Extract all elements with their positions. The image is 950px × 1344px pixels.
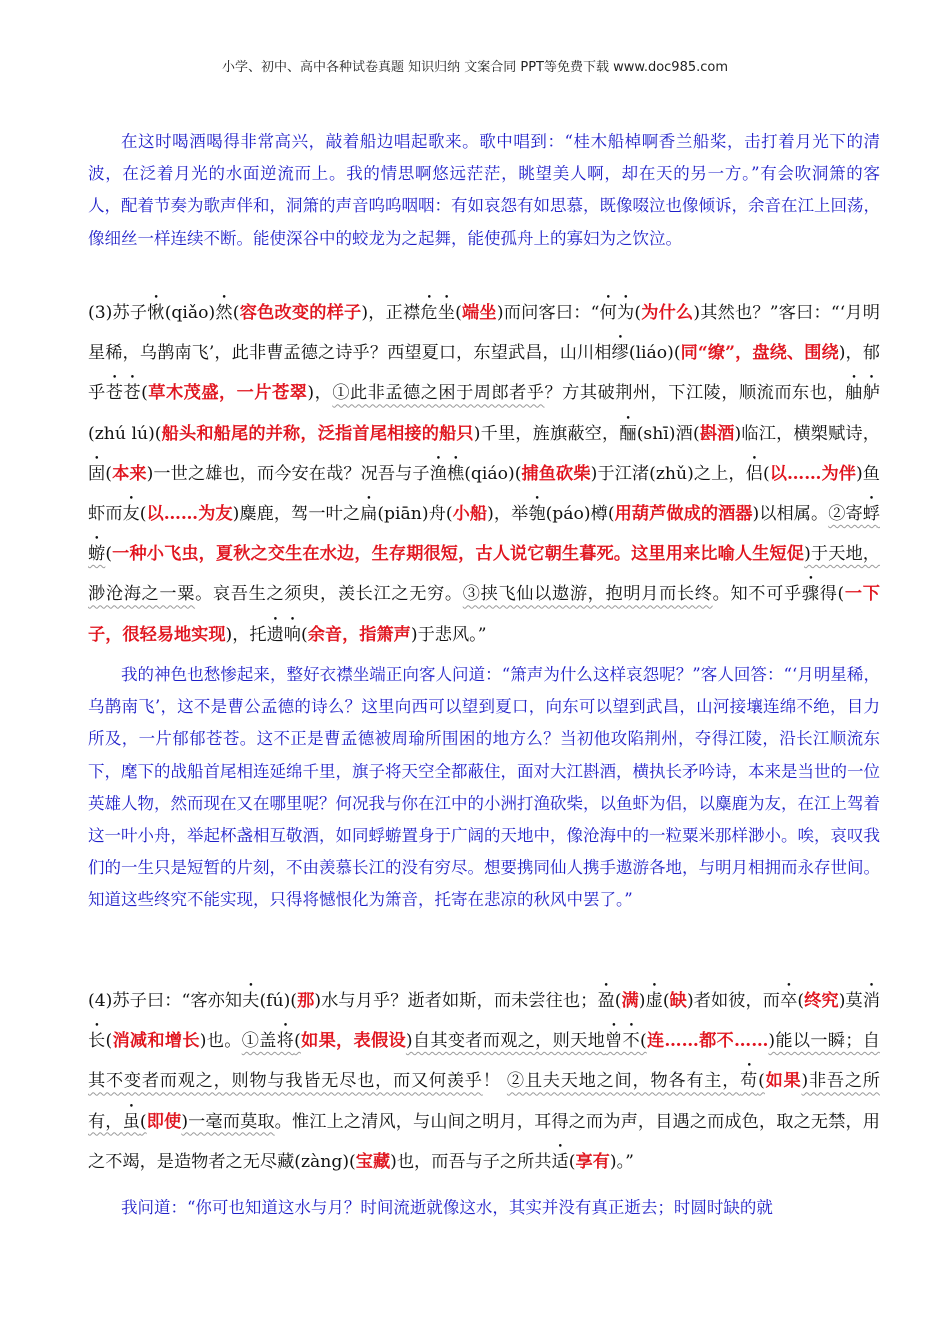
text-run: ( bbox=[294, 1031, 301, 1052]
text-run: )水与月乎？逝者如斯，而未尝往也； bbox=[314, 991, 598, 1011]
text-run: )千里，旌旗蔽空， bbox=[473, 423, 620, 444]
annotation-note: 那 bbox=[297, 991, 315, 1011]
text-run: (qiáo)( bbox=[464, 463, 522, 484]
emphasized-word: 曾不 bbox=[605, 1031, 640, 1052]
annotation-note: 斟酒 bbox=[699, 423, 735, 444]
emphasized-word: 固 bbox=[88, 463, 106, 484]
key-sentence: )于天地，渺沧海之一粟 bbox=[88, 544, 880, 605]
text-run: (piān)舟( bbox=[377, 504, 453, 525]
annotation-note: 消减和增长 bbox=[112, 1031, 200, 1052]
annotation-note: 满 bbox=[621, 991, 639, 1011]
page-header: 小学、初中、高中各种试卷真题 知识归纳 文案合同 PPT等免费下载 www.doc985.com bbox=[221, 60, 729, 75]
text-run: 。哀吾生之须臾，羡长江之无穷。 bbox=[195, 584, 463, 605]
text-run: (shī)酒( bbox=[636, 423, 700, 444]
text-run: ( bbox=[568, 1151, 576, 1172]
annotation-note: 一下子，很轻易地实现 bbox=[88, 584, 880, 645]
emphasized-word: 卒 bbox=[780, 991, 798, 1011]
text-run: (páo)樽( bbox=[545, 504, 615, 525]
text-run: ( bbox=[758, 1071, 765, 1092]
text-run: ( bbox=[662, 991, 670, 1011]
emphasized-word: 渔樵 bbox=[429, 463, 465, 484]
text-run: )于悲风。” bbox=[410, 624, 487, 645]
text-run: )鱼虾而 bbox=[88, 463, 880, 525]
key-sentence: )能以一瞬；自其不变者而观之，则物与我皆无尽也，而又何羡乎 bbox=[88, 1031, 880, 1092]
text-run: )，正襟 bbox=[361, 303, 421, 323]
text-run: ！ bbox=[482, 1071, 507, 1092]
text-run: ( bbox=[634, 303, 642, 323]
text-run: 。惟江上之清风，与山间之明月，耳得之而为声，目遇之而成色，取之无禁，用之不竭，是造物者之无尽藏(zàng)( bbox=[88, 1111, 880, 1172]
text-run: )麋鹿，驾一叶之 bbox=[232, 504, 361, 525]
emphasized-word: 夫 bbox=[242, 991, 260, 1011]
emphasized-word: 虚 bbox=[645, 991, 663, 1011]
annotation-note: 一种小飞虫，夏秋之交生在水边，生存期很短，古人说它朝生暮死。这里用来比喻人生短促 bbox=[112, 544, 805, 565]
annotation-note: 用葫芦做成的酒器 bbox=[614, 504, 753, 525]
annotation-note: 连……都不…… bbox=[646, 1031, 769, 1052]
annotation-note: 捕鱼砍柴 bbox=[521, 463, 591, 484]
text-run: )。” bbox=[609, 1151, 634, 1172]
text-run: )莫 bbox=[838, 991, 863, 1011]
text-run: ( bbox=[105, 463, 112, 484]
key-sentence: ①此非孟德之困于周郎者乎 bbox=[332, 383, 545, 404]
text-run: ( bbox=[141, 383, 148, 404]
original-paragraph-4 bbox=[88, 981, 880, 1182]
emphasized-word: 舳舻 bbox=[845, 383, 880, 404]
text-run: ( bbox=[301, 624, 308, 645]
annotation-note: 为什么 bbox=[641, 303, 694, 323]
emphasized-word: 适 bbox=[551, 1151, 569, 1172]
text-run: )其然也？”客曰：“‘月明星稀，乌鹊南飞’，此非曹孟德之诗乎？西望夏口，东望武昌，山川相 bbox=[88, 303, 880, 364]
text-run: )，郁乎 bbox=[88, 343, 880, 404]
annotation-note: 同“缭”，盘绕、围绕 bbox=[680, 343, 839, 364]
text-run: )，举 bbox=[487, 504, 529, 525]
annotation-note: 如果 bbox=[764, 1071, 802, 1092]
text-run: ？方其破荆州，下江陵，顺流而东也， bbox=[544, 383, 846, 404]
annotation-note: 余音，指箫声 bbox=[307, 624, 411, 645]
annotation-note: 宝藏 bbox=[355, 1151, 391, 1172]
text-run: (qiǎo) bbox=[164, 303, 216, 323]
text-run: ( bbox=[797, 991, 805, 1011]
text-run: (3)苏子 bbox=[88, 303, 148, 323]
emphasized-word: 何为 bbox=[599, 303, 635, 323]
text-run: ( bbox=[762, 463, 770, 484]
annotation-note: 缺 bbox=[669, 991, 687, 1011]
key-sentence: ③挟飞仙以遨游，抱明月而长终 bbox=[462, 584, 713, 605]
text-run: (fú)( bbox=[259, 991, 298, 1011]
annotation-note: 以……为伴 bbox=[769, 463, 857, 484]
annotation-note: 终究 bbox=[804, 991, 839, 1011]
translation-paragraph-3: 我问道：“你可也知道这水与月？时间流逝就像这水，其实并没有真正逝去；时圆时缺的就 bbox=[121, 1198, 773, 1217]
text-run: (zhú lú)( bbox=[88, 423, 162, 444]
text-run: ( bbox=[455, 303, 462, 323]
text-run: ( bbox=[139, 1111, 147, 1132]
text-run: ( bbox=[105, 544, 113, 565]
translation-paragraph-2: 我的神色也愁惨起来，整好衣襟坐端正向客人问道：“箫声为什么这样哀怨呢？”客人回答：“‘月明星稀，乌鹊南飞’，这不是曹公孟德的诗么？这里向西可以望到夏口，向东可以望到武昌，山河接壤连绵不绝，目力所及，一片郁郁苍苍。这不正是曹孟德被周瑜所围困的地方么？当初他攻陷荆州，夺得江陵，沿长江顺流东下，麾下的战船首尾相连延绵千里，旗子将天空全都蔽住，面对大江斟酒，横执长矛吟诗，本来是当世的一位英雄人物，然而现在又在哪里呢？何况我与你在江中的小洲打渔砍柴，以鱼虾为侣，以麋鹿为友，在江上驾着这一叶小舟，举起杯盏相互敬酒，如同蜉蝣置身于广阔的天地中，像沧海中的一粒粟米那样渺小。唉，哀叹我们的一生只是短暂的片刻，不由羡慕长江的没有穷尽。想要携同仙人携手遨游各地，与明月相拥而永存世间。知道这些终究不能实现，只得将憾恨化为箫音，托寄在悲凉的秋风中罢了。” bbox=[88, 665, 880, 910]
emphasized-word: 缪 bbox=[611, 343, 629, 364]
text-run: ( bbox=[639, 1031, 647, 1052]
text-run: )以相属。 bbox=[752, 504, 829, 525]
translation-paragraph-1: 在这时喝酒喝得非常高兴，敲着船边唱起歌来。歌中唱到：“桂木船棹啊香兰船桨，击打着月光下的清波，在泛着月光的水面逆流而上。我的情思啊悠远茫茫，眺望美人啊，却在天的另一方。”有会吹洞箫的客人，配着节奏为歌声伴和，洞箫的声音呜呜咽咽：有如哀怨有如思慕，既像啜泣也像倾诉，余音在江上回荡，像细丝一样连续不断。能使深谷中的蛟龙为之起舞，能使孤舟上的寡妇为之饮泣。 bbox=[88, 132, 880, 248]
annotation-note: 以……为友 bbox=[146, 504, 233, 525]
emphasized-word: 盈 bbox=[597, 991, 615, 1011]
key-sentence: ②寄 bbox=[828, 504, 863, 525]
emphasized-word: 扁 bbox=[360, 504, 378, 525]
emphasized-word: 消长 bbox=[88, 991, 880, 1052]
text-run: ( bbox=[105, 1031, 113, 1052]
text-run: )而问客曰：“ bbox=[496, 303, 600, 323]
text-run: )于江渚(zhǔ)之上， bbox=[590, 463, 746, 484]
key-sentence: )一毫而莫取 bbox=[181, 1111, 275, 1132]
emphasized-word: 蜉蝣 bbox=[88, 504, 880, 565]
annotation-note: 如果，表假设 bbox=[300, 1031, 406, 1052]
annotation-note: 本来 bbox=[112, 463, 147, 484]
emphasized-word: 苟 bbox=[740, 1071, 759, 1092]
key-sentence: ②且夫天地之间，物各有主， bbox=[506, 1071, 741, 1092]
text-run: )一世之雄也，而今安在哉？况吾与子 bbox=[146, 463, 430, 484]
emphasized-word: 虽 bbox=[122, 1111, 140, 1132]
emphasized-word: 匏 bbox=[528, 504, 546, 525]
emphasized-word: 将 bbox=[276, 1031, 295, 1052]
emphasized-word: 苍苍 bbox=[105, 383, 142, 404]
annotation-note: 船头和船尾的并称，泛指首尾相接的船只 bbox=[161, 423, 474, 444]
text-run: )，托 bbox=[225, 624, 267, 645]
text-run: )也。 bbox=[199, 1031, 242, 1052]
text-run: ( bbox=[232, 303, 240, 323]
text-run: (liáo)( bbox=[628, 343, 681, 364]
text-run: (4)苏子曰：“客亦知 bbox=[88, 991, 243, 1011]
key-sentence: )自其变者而观之，则天地 bbox=[405, 1031, 606, 1052]
text-run: )临江，横槊赋诗， bbox=[734, 423, 880, 444]
annotation-note: 享有 bbox=[575, 1151, 610, 1172]
text-run: 得( bbox=[819, 584, 845, 605]
emphasized-word: 酾 bbox=[619, 423, 637, 444]
document-body bbox=[88, 126, 880, 1226]
text-run: 。知不可乎 bbox=[712, 584, 802, 605]
text-run: )， bbox=[307, 383, 333, 404]
annotation-note: 即使 bbox=[146, 1111, 182, 1132]
emphasized-word: 侣 bbox=[745, 463, 763, 484]
annotation-note: 端坐 bbox=[461, 303, 497, 323]
text-run: )者如彼，而 bbox=[686, 991, 781, 1011]
emphasized-word: 友 bbox=[122, 504, 140, 525]
annotation-note: 小船 bbox=[452, 504, 488, 525]
key-sentence: )非吾之所有， bbox=[88, 1071, 880, 1132]
text-run: )也，而吾与子之所共 bbox=[390, 1151, 552, 1172]
emphasized-word: 愀 bbox=[147, 303, 165, 323]
key-sentence: ①盖 bbox=[241, 1031, 277, 1052]
text-run: ) bbox=[638, 991, 646, 1011]
annotation-note: 草木茂盛，一片苍翠 bbox=[147, 383, 308, 404]
emphasized-word: 然 bbox=[215, 303, 233, 323]
emphasized-word: 危坐 bbox=[420, 303, 456, 323]
emphasized-word: 遗响 bbox=[266, 624, 301, 645]
text-run: ( bbox=[614, 991, 622, 1011]
annotation-note: 容色改变的样子 bbox=[239, 303, 362, 323]
original-paragraph-3 bbox=[88, 293, 880, 655]
emphasized-word: 骤 bbox=[801, 584, 820, 605]
text-run: ( bbox=[139, 504, 147, 525]
